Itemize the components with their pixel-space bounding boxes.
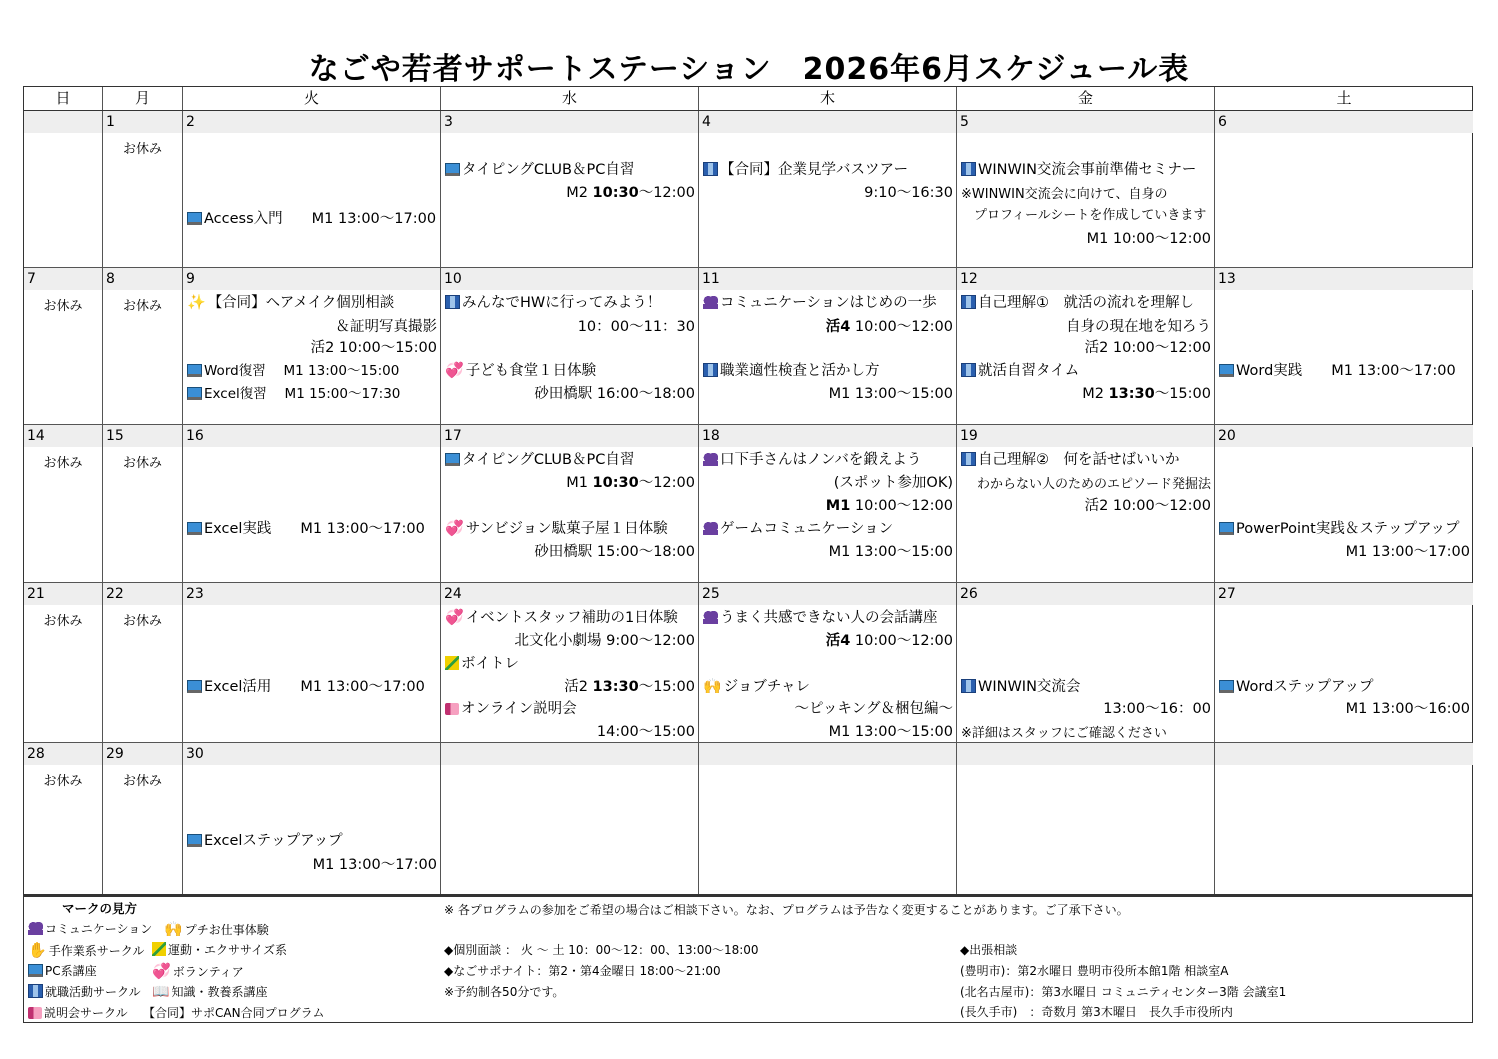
event-text: WINWIN交流会 — [978, 679, 1081, 695]
pc-icon — [1219, 522, 1234, 535]
day-cell — [1215, 583, 1473, 742]
open-hands-icon: 🙌 — [703, 677, 722, 695]
day-cell — [957, 583, 1215, 742]
day-number: 4 — [699, 111, 956, 133]
event-text: タイピングCLUB＆PC自習 — [462, 452, 635, 468]
event-line — [187, 829, 437, 850]
outreach-title: ◆出張相談 — [960, 943, 1018, 957]
pc-icon — [187, 387, 202, 400]
event-line — [703, 158, 953, 179]
book-icon: 📖 — [152, 984, 170, 1000]
pc-icon — [445, 163, 460, 176]
closed-label: お休み — [122, 614, 162, 629]
day-number: 5 — [957, 111, 1214, 133]
closed-label: お休み — [43, 456, 83, 471]
event-line — [445, 629, 695, 650]
day-number: 9 — [183, 268, 440, 290]
event-text: タイピングCLUB＆PC自習 — [462, 162, 635, 178]
event-line — [961, 382, 1211, 403]
day-cell — [699, 583, 957, 742]
legend-label: プチお仕事体験 — [184, 923, 269, 937]
event-text: 【合同】企業見学バスツアー — [720, 162, 909, 178]
day-cell — [24, 111, 103, 267]
day-cell — [183, 268, 441, 424]
legend-item — [28, 962, 97, 979]
event-text: M1 13:00～17:00 — [1345, 544, 1470, 560]
event-text: WINWIN交流会事前準備セミナー — [978, 162, 1197, 178]
legend-item — [28, 1004, 128, 1021]
calendar-grid — [23, 86, 1473, 897]
event-line — [445, 517, 695, 538]
day-number: 3 — [441, 111, 698, 133]
legend-item — [28, 920, 152, 937]
job-hunting-icon — [961, 295, 976, 309]
job-hunting-icon — [961, 162, 976, 176]
event-line — [187, 675, 437, 696]
event-text-after: ～15:00 — [1154, 386, 1211, 402]
weekday-tue: 火 — [183, 87, 441, 110]
legend-item — [164, 920, 269, 938]
day-cell — [1215, 268, 1473, 424]
event-text: 【合同】ヘアメイク個別相談 — [207, 295, 395, 311]
event-text: Excelステップアップ — [204, 833, 343, 849]
event-text: M1 13:00～17:00 — [312, 857, 437, 873]
event-line — [445, 181, 695, 202]
day-number: 30 — [183, 743, 440, 765]
day-cell — [699, 268, 957, 424]
raised-hand-icon: ✋ — [28, 941, 47, 959]
event-line — [187, 315, 437, 336]
heart-icon: 💞 — [445, 361, 464, 379]
day-cell — [699, 425, 957, 582]
event-text: 活2 — [564, 679, 593, 695]
day-number: 13 — [1215, 268, 1473, 290]
event-line — [961, 158, 1211, 179]
event-line — [703, 359, 953, 380]
event-text: Word実践 M1 13:00～17:00 — [1236, 363, 1456, 379]
legend-label: ボランティア — [172, 965, 244, 979]
event-text: 活2 10:00～15:00 — [310, 340, 437, 356]
megaphone-icon — [28, 1007, 42, 1019]
day-number: 2 — [183, 111, 440, 133]
event-line — [961, 697, 1211, 718]
event-bold-text: M1 — [825, 498, 851, 514]
day-cell — [441, 268, 699, 424]
event-text: 9:10～16:30 — [864, 185, 953, 201]
event-bold-text: 10:30 — [592, 185, 639, 201]
legend-item — [28, 983, 141, 1000]
event-text: 13:00～16：00 — [1103, 701, 1211, 717]
job-hunting-icon — [28, 984, 43, 998]
pc-icon — [445, 453, 460, 466]
sparkle-icon: ✨ — [187, 293, 206, 311]
day-cell — [24, 425, 103, 582]
event-text: M1 13:00～15:00 — [828, 724, 953, 740]
exercise-icon — [152, 942, 166, 956]
event-line — [187, 517, 437, 538]
weekday-sun: 日 — [24, 87, 103, 110]
day-number — [1215, 743, 1473, 765]
day-number: 19 — [957, 425, 1214, 447]
event-bold-text: 活4 — [825, 633, 851, 649]
day-number — [24, 111, 102, 133]
event-line — [703, 382, 953, 403]
day-number: 8 — [103, 268, 182, 290]
info-reservation: ※予約制各50分です。 — [444, 985, 565, 999]
communication-icon — [28, 921, 43, 935]
day-cell — [1215, 425, 1473, 582]
day-cell — [24, 743, 103, 894]
event-line — [187, 291, 437, 312]
event-line — [961, 448, 1211, 469]
event-text: M1 10:00～12:00 — [1086, 231, 1211, 247]
event-line — [445, 606, 695, 627]
day-number: 18 — [699, 425, 956, 447]
event-text: 職業適性検査と活かし方 — [720, 363, 880, 379]
day-cell — [957, 743, 1215, 894]
event-text-after: 10:00～12:00 — [850, 319, 953, 335]
event-line — [703, 181, 953, 202]
day-number — [699, 743, 956, 765]
event-line — [703, 494, 953, 515]
event-line — [703, 540, 953, 561]
info-interview: ◆個別面談 ： 火 ～ 土 10：00～12：00、13:00～18:00 — [444, 943, 759, 957]
event-text: PowerPoint実践＆ステップアップ — [1236, 521, 1460, 537]
event-text: 活2 10:00～12:00 — [1084, 498, 1211, 514]
event-line — [187, 359, 437, 379]
event-line — [703, 606, 953, 627]
event-bold-text: 13:30 — [1108, 386, 1155, 402]
legend-item — [28, 941, 144, 959]
legend-label: 手作業系サークル — [48, 944, 145, 958]
job-hunting-icon — [961, 679, 976, 693]
event-line — [703, 675, 953, 696]
communication-icon — [703, 452, 718, 466]
info-night: ◆なごサポナイト：第2・第4金曜日 18:00～21:00 — [444, 964, 721, 978]
job-hunting-icon — [703, 363, 718, 377]
day-number: 28 — [24, 743, 102, 765]
event-text: みんなでHWに行ってみよう！ — [462, 295, 662, 311]
event-line — [703, 471, 953, 492]
day-cell — [699, 111, 957, 267]
day-number — [441, 743, 698, 765]
day-cell — [957, 425, 1215, 582]
legend-item — [152, 983, 267, 1000]
weekday-thu: 木 — [699, 87, 957, 110]
event-text: ※WINWIN交流会に向けて、自身の — [961, 187, 1168, 202]
event-text: イベントスタッフ補助の1日体験 — [465, 610, 678, 626]
event-line — [961, 675, 1211, 696]
event-line — [187, 382, 437, 402]
day-cell — [699, 743, 957, 894]
job-hunting-icon — [961, 452, 976, 466]
event-text-after: ～15:00 — [638, 679, 695, 695]
event-text: 自身の現在地を知ろう — [1066, 319, 1211, 335]
day-cell — [1215, 743, 1473, 894]
day-cell — [441, 111, 699, 267]
event-line — [187, 207, 437, 228]
heart-icon: 💞 — [152, 962, 171, 980]
event-line — [961, 291, 1211, 312]
event-text: M1 13:00～15:00 — [828, 544, 953, 560]
weekday-header — [24, 87, 1472, 111]
event-text: 北文化小劇場 9:00～12:00 — [514, 633, 695, 649]
day-cell — [183, 583, 441, 742]
heart-icon: 💞 — [445, 519, 464, 537]
event-text: 口下手さんはノンバを鍛えよう — [720, 452, 922, 468]
event-text: 活2 10:00～12:00 — [1084, 340, 1211, 356]
legend-box — [23, 894, 1473, 1023]
week-row — [24, 583, 1472, 743]
weeks-container — [24, 111, 1472, 896]
weekday-mon: 月 — [103, 87, 183, 110]
megaphone-icon — [445, 703, 459, 715]
day-number: 17 — [441, 425, 698, 447]
week-row — [24, 268, 1472, 425]
legend-title: マークの見方 — [62, 901, 138, 916]
event-line — [445, 359, 695, 380]
day-number: 10 — [441, 268, 698, 290]
closed-label: お休み — [43, 774, 83, 789]
legend-label: 運動・エクササイズ系 — [168, 943, 288, 957]
event-line — [445, 540, 695, 561]
day-cell — [957, 268, 1215, 424]
event-text: M2 — [566, 185, 593, 201]
event-line — [961, 359, 1211, 380]
closed-label: お休み — [122, 299, 162, 314]
event-line — [445, 652, 695, 673]
event-text: サンビジョン駄菓子屋１日体験 — [465, 521, 668, 537]
event-line — [445, 158, 695, 179]
closed-label: お休み — [122, 142, 162, 157]
event-text: Excel実践 M1 13:00～17:00 — [204, 521, 425, 537]
event-line — [703, 720, 953, 741]
week-row — [24, 111, 1472, 268]
legend-joint: 【合同】サポCAN合同プログラム — [143, 1006, 325, 1020]
event-line — [445, 697, 695, 718]
event-line — [961, 494, 1211, 515]
event-line — [445, 315, 695, 336]
event-text: ＆証明写真撮影 — [335, 319, 437, 335]
event-text: 就活自習タイム — [978, 363, 1080, 379]
event-text: 砂田橋駅 15:00～18:00 — [534, 544, 695, 560]
event-line — [445, 720, 695, 741]
event-line — [187, 853, 437, 874]
event-text: わからない人のためのエピソード発掘法 — [976, 477, 1211, 492]
closed-label: お休み — [122, 774, 162, 789]
day-cell — [957, 111, 1215, 267]
day-number: 16 — [183, 425, 440, 447]
day-number: 6 — [1215, 111, 1473, 133]
day-cell — [183, 425, 441, 582]
heart-icon: 💞 — [445, 608, 464, 626]
weekday-sat: 土 — [1336, 89, 1352, 107]
legend-label: コミュニケーション — [45, 922, 153, 936]
event-text: ボイトレ — [461, 656, 519, 672]
legend-item — [152, 962, 244, 980]
day-number: 22 — [103, 583, 182, 605]
legend-label: 知識・教養系講座 — [171, 985, 268, 999]
day-cell — [103, 425, 183, 582]
day-cell — [441, 425, 699, 582]
day-number: 27 — [1215, 583, 1473, 605]
event-line — [445, 448, 695, 469]
day-number: 21 — [24, 583, 102, 605]
legend-note: ※ 各プログラムの参加をご希望の場合はご相談下さい。なお、プログラムは予告なく変更することがあります。ご了承下さい。 — [444, 903, 1129, 917]
event-line — [703, 315, 953, 336]
event-bold-text: 10:30 — [592, 475, 639, 491]
event-line — [445, 675, 695, 696]
event-line — [961, 336, 1211, 357]
pc-icon — [187, 834, 202, 847]
event-text: コミュニケーションはじめの一歩 — [720, 295, 937, 311]
event-text: Wordステップアップ — [1236, 679, 1374, 695]
event-line — [703, 448, 953, 469]
job-hunting-icon — [445, 295, 460, 309]
event-text: オンライン説明会 — [461, 701, 577, 717]
event-text: Excel復習 M1 15:00～17:30 — [204, 386, 401, 402]
event-text: M1 13:00～16:00 — [1345, 701, 1470, 717]
event-text: ※詳細はスタッフにご確認ください — [961, 726, 1167, 741]
day-number: 25 — [699, 583, 956, 605]
weekday-fri: 金 — [957, 87, 1215, 110]
day-number — [957, 743, 1214, 765]
day-number: 15 — [103, 425, 182, 447]
event-text: M1 13:00～15:00 — [828, 386, 953, 402]
legend-label: 就職活動サークル — [45, 985, 141, 999]
job-hunting-icon — [961, 363, 976, 377]
day-cell — [103, 743, 183, 894]
event-line — [1219, 675, 1470, 696]
event-text: 10：00～11：30 — [577, 319, 695, 335]
event-line — [1219, 359, 1470, 380]
day-number: 7 — [24, 268, 102, 290]
event-line — [961, 722, 1211, 741]
day-cell — [103, 583, 183, 742]
event-text: 14:00～15:00 — [596, 724, 695, 740]
outreach-toyoake: (豊明市)：第2水曜日 豊明市役所本館1階 相談室A — [960, 964, 1229, 978]
weekday-wed: 水 — [441, 87, 699, 110]
day-cell — [183, 111, 441, 267]
outreach-kitanagoya: (北名古屋市)：第3水曜日 コミュニティセンター3階 会議室1 — [960, 985, 1287, 999]
event-line — [703, 291, 953, 312]
day-cell — [103, 268, 183, 424]
event-text-after: ～12:00 — [638, 475, 695, 491]
event-text: ゲームコミュニケーション — [720, 521, 894, 537]
communication-icon — [703, 610, 718, 624]
day-cell — [441, 583, 699, 742]
communication-icon — [703, 521, 718, 535]
event-line — [961, 227, 1211, 248]
pc-icon — [187, 212, 202, 225]
event-text: Word復習 M1 13:00～15:00 — [204, 363, 400, 379]
event-line — [445, 291, 695, 312]
event-line — [703, 629, 953, 650]
day-cell — [1215, 111, 1473, 267]
event-text-after: 10:00～12:00 — [850, 633, 953, 649]
week-row — [24, 743, 1472, 896]
event-line — [961, 183, 1211, 202]
page-title: なごや若者サポートステーション 2026年6月スケジュール表 — [308, 52, 1190, 87]
event-text: M2 — [1082, 386, 1109, 402]
day-cell — [24, 583, 103, 742]
pc-icon — [187, 522, 202, 535]
closed-label: お休み — [122, 456, 162, 471]
legend-item — [152, 941, 287, 958]
pc-icon — [1219, 364, 1234, 377]
day-number: 12 — [957, 268, 1214, 290]
event-text-after: 10:00～12:00 — [850, 498, 953, 514]
event-line — [703, 517, 953, 538]
closed-label: お休み — [43, 299, 83, 314]
pc-icon — [187, 680, 202, 693]
event-text: Excel活用 M1 13:00～17:00 — [204, 679, 425, 695]
event-line — [961, 473, 1211, 492]
event-text: 子ども食堂１日体験 — [465, 363, 597, 379]
communication-icon — [703, 295, 718, 309]
pc-icon — [187, 364, 202, 377]
event-line — [703, 697, 953, 718]
day-number: 11 — [699, 268, 956, 290]
event-text: 自己理解① 就活の流れを理解し — [978, 295, 1194, 311]
event-bold-text: 活4 — [825, 319, 851, 335]
event-text: プロフィールシートを作成していきます — [961, 208, 1207, 223]
event-text-after: ～12:00 — [638, 185, 695, 201]
event-text: ジョブチャレ — [723, 679, 810, 695]
day-cell — [24, 268, 103, 424]
day-cell — [103, 111, 183, 267]
event-line — [187, 336, 437, 357]
pc-icon — [1219, 680, 1234, 693]
day-cell — [441, 743, 699, 894]
legend-label: 説明会サークル — [44, 1006, 128, 1020]
day-number: 20 — [1215, 425, 1473, 447]
day-number: 14 — [24, 425, 102, 447]
day-number: 23 — [183, 583, 440, 605]
legend-label: PC系講座 — [45, 964, 97, 978]
event-line — [1219, 697, 1470, 718]
event-line — [1219, 517, 1470, 538]
event-line — [961, 315, 1211, 336]
event-line — [961, 204, 1211, 223]
outreach-nagakute: (長久手市) ：奇数月 第3木曜日 長久手市役所内 — [960, 1005, 1233, 1019]
day-number: 26 — [957, 583, 1214, 605]
day-number: 29 — [103, 743, 182, 765]
day-number: 24 — [441, 583, 698, 605]
job-hunting-icon — [703, 162, 718, 176]
event-line — [1219, 540, 1470, 561]
closed-label: お休み — [43, 614, 83, 629]
event-line — [445, 382, 695, 403]
day-number: 1 — [103, 111, 182, 133]
exercise-icon — [445, 656, 459, 670]
event-text: 砂田橋駅 16:00～18:00 — [534, 386, 695, 402]
event-bold-text: 13:30 — [592, 679, 639, 695]
open-hands-icon: 🙌 — [164, 920, 183, 938]
event-text: 自己理解② 何を話せばいいか — [978, 452, 1180, 468]
week-row — [24, 425, 1472, 583]
day-cell — [183, 743, 441, 894]
pc-icon — [28, 964, 43, 977]
event-text: うまく共感できない人の会話講座 — [720, 610, 938, 626]
event-text: M1 — [566, 475, 593, 491]
event-text: ～ピッキング＆梱包編～ — [794, 701, 953, 717]
event-text: Access入門 M1 13:00～17:00 — [204, 211, 437, 227]
event-line — [445, 471, 695, 492]
event-text: (スポット参加OK) — [833, 475, 953, 491]
